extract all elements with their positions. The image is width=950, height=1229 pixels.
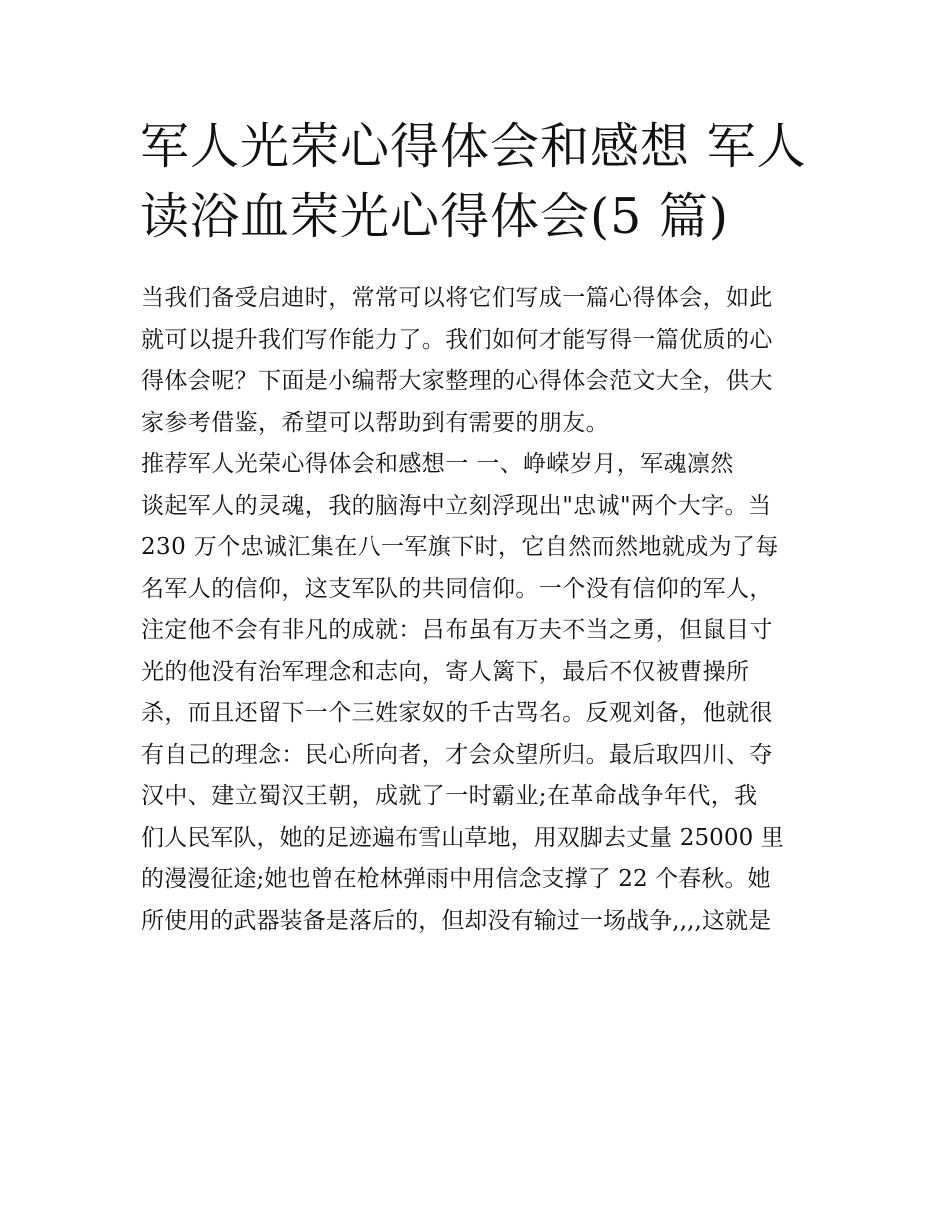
body-line-7: 有自己的理念：民心所向者，才会众望所归。最后取四川、夺 <box>141 741 773 768</box>
body-line-5: 光的他没有治军理念和志向，寄人篱下，最后不仅被曹操所 <box>141 658 750 685</box>
body-line-6: 杀，而且还留下一个三姓家奴的千古骂名。反观刘备，他就很 <box>141 700 773 726</box>
intro-line-1: 当我们备受启迪时，常常可以将它们写成一篇心得体会，如此 <box>141 285 773 311</box>
intro-line-2: 就可以提升我们写作能力了。我们如何才能写得一篇优质的心 <box>141 326 773 353</box>
document-body <box>141 278 831 942</box>
body-line-4: 注定他不会有非凡的成就：吕布虽有万夫不当之勇，但鼠目寸 <box>141 617 773 643</box>
document-title <box>140 112 820 252</box>
body-line-1: 谈起军人的灵魂，我的脑海中立刻浮现出"忠诚"两个大字。当 <box>141 492 772 519</box>
body-line-11: 所使用的武器装备是落后的，但却没有输过一场战争,,,,这就是 <box>141 907 772 934</box>
body-line-9: 们人民军队，她的足迹遍布雪山草地，用双脚去丈量 25000 里 <box>141 824 784 851</box>
intro-line-3: 得体会呢？下面是小编帮大家整理的心得体会范文大全，供大 <box>141 368 773 394</box>
body-line-8: 汉中、建立蜀汉王朝，成就了一时霸业;在革命战争年代，我 <box>141 783 758 809</box>
title-line-2-text: 读浴血荣光心得体会(5 篇) <box>140 188 729 245</box>
title-line-1: 军人光荣心得体会和感想 军人 <box>140 118 807 175</box>
section-heading: 推荐军人光荣心得体会和感想一 一、峥嵘岁月，军魂凛然 <box>141 451 734 477</box>
body-line-3: 名军人的信仰，这支军队的共同信仰。一个没有信仰的军人， <box>141 575 773 602</box>
title-line-2 <box>140 182 820 252</box>
intro-line-4: 家参考借鉴，希望可以帮助到有需要的朋友。 <box>141 409 609 436</box>
body-line-2: 230 万个忠诚汇集在八一军旗下时，它自然而然地就成为了每 <box>141 534 779 560</box>
body-line-10: 的漫漫征途;她也曾在枪林弹雨中用信念支撑了 22 个春秋。她 <box>141 866 771 892</box>
